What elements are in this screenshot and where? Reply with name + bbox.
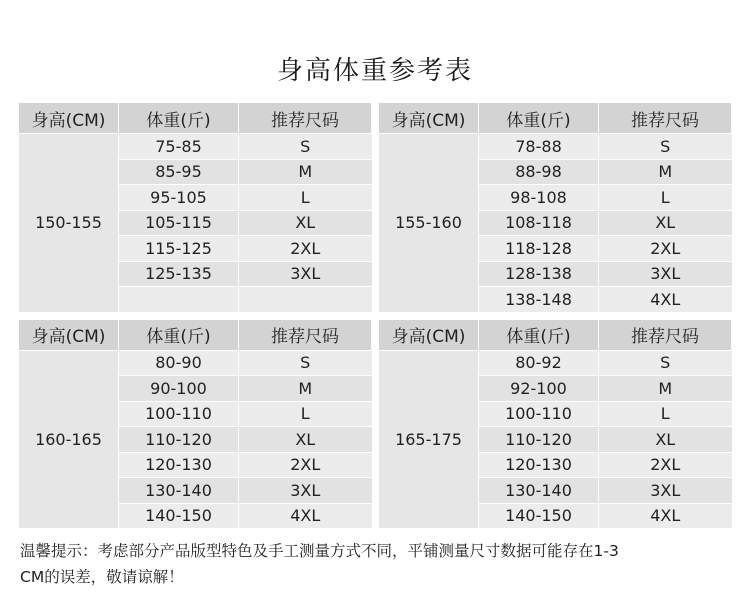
size-cell: 3XL bbox=[239, 261, 372, 287]
size-cell: 4XL bbox=[599, 287, 732, 313]
size-cell: L bbox=[599, 185, 732, 211]
size-cell: 3XL bbox=[239, 478, 372, 504]
header-size: 推荐尺码 bbox=[599, 103, 732, 134]
size-table bbox=[18, 319, 372, 530]
header-height: 身高(CM) bbox=[19, 319, 119, 350]
size-cell bbox=[239, 287, 372, 313]
warm-tip-line1: 温馨提示：考虑部分产品版型特色及手工测量方式不同，平铺测量尺寸数据可能存在1-3 bbox=[20, 542, 619, 560]
weight-cell: 120-130 bbox=[479, 452, 599, 478]
weight-cell bbox=[119, 287, 239, 313]
header-height: 身高(CM) bbox=[379, 103, 479, 134]
weight-cell: 92-100 bbox=[479, 376, 599, 402]
weight-cell: 95-105 bbox=[119, 185, 239, 211]
weight-cell: 140-150 bbox=[479, 503, 599, 529]
size-cell: 2XL bbox=[239, 236, 372, 262]
page-title: 身高体重参考表 bbox=[276, 56, 473, 86]
height-range-cell: 165-175 bbox=[379, 350, 479, 529]
size-cell: 3XL bbox=[599, 261, 732, 287]
size-table bbox=[18, 102, 372, 313]
height-range-cell: 160-165 bbox=[19, 350, 119, 529]
size-cell: XL bbox=[599, 210, 732, 236]
weight-cell: 98-108 bbox=[479, 185, 599, 211]
weight-cell: 85-95 bbox=[119, 159, 239, 185]
size-cell: 3XL bbox=[599, 478, 732, 504]
header-weight: 体重(斤) bbox=[119, 103, 239, 134]
weight-cell: 120-130 bbox=[119, 452, 239, 478]
size-cell: XL bbox=[239, 427, 372, 453]
header-row bbox=[19, 319, 372, 350]
weight-cell: 80-92 bbox=[479, 350, 599, 376]
table-row-top bbox=[18, 102, 730, 313]
weight-cell: 128-138 bbox=[479, 261, 599, 287]
height-range-cell: 155-160 bbox=[379, 134, 479, 313]
weight-cell: 110-120 bbox=[479, 427, 599, 453]
table-row bbox=[379, 134, 732, 160]
weight-cell: 110-120 bbox=[119, 427, 239, 453]
table-row bbox=[379, 350, 732, 376]
size-cell: S bbox=[239, 350, 372, 376]
size-cell: M bbox=[239, 376, 372, 402]
table-row bbox=[19, 350, 372, 376]
size-cell: M bbox=[239, 159, 372, 185]
table-row bbox=[19, 134, 372, 160]
size-cell: L bbox=[239, 185, 372, 211]
weight-cell: 140-150 bbox=[119, 503, 239, 529]
weight-cell: 100-110 bbox=[119, 401, 239, 427]
warm-tip bbox=[20, 538, 735, 590]
weight-cell: 138-148 bbox=[479, 287, 599, 313]
header-row bbox=[379, 319, 732, 350]
weight-cell: 80-90 bbox=[119, 350, 239, 376]
size-cell: L bbox=[599, 401, 732, 427]
size-cell: M bbox=[599, 159, 732, 185]
weight-cell: 78-88 bbox=[479, 134, 599, 160]
size-tables bbox=[18, 102, 730, 535]
warm-tip-line2: CM的误差，敬请谅解！ bbox=[20, 568, 184, 586]
header-weight: 体重(斤) bbox=[479, 103, 599, 134]
size-cell: 4XL bbox=[599, 503, 732, 529]
size-cell: L bbox=[239, 401, 372, 427]
header-size: 推荐尺码 bbox=[599, 319, 732, 350]
size-cell: XL bbox=[599, 427, 732, 453]
weight-cell: 118-128 bbox=[479, 236, 599, 262]
size-cell: S bbox=[599, 134, 732, 160]
weight-cell: 115-125 bbox=[119, 236, 239, 262]
size-cell: 2XL bbox=[599, 452, 732, 478]
size-table bbox=[378, 102, 732, 313]
size-cell: S bbox=[599, 350, 732, 376]
weight-cell: 100-110 bbox=[479, 401, 599, 427]
size-table bbox=[378, 319, 732, 530]
size-cell: XL bbox=[239, 210, 372, 236]
size-cell: M bbox=[599, 376, 732, 402]
table-row-bottom bbox=[18, 319, 730, 530]
weight-cell: 75-85 bbox=[119, 134, 239, 160]
header-height: 身高(CM) bbox=[379, 319, 479, 350]
weight-cell: 125-135 bbox=[119, 261, 239, 287]
header-weight: 体重(斤) bbox=[119, 319, 239, 350]
weight-cell: 108-118 bbox=[479, 210, 599, 236]
size-cell: 4XL bbox=[239, 503, 372, 529]
header-weight: 体重(斤) bbox=[479, 319, 599, 350]
size-cell: S bbox=[239, 134, 372, 160]
weight-cell: 90-100 bbox=[119, 376, 239, 402]
header-row bbox=[19, 103, 372, 134]
weight-cell: 105-115 bbox=[119, 210, 239, 236]
weight-cell: 88-98 bbox=[479, 159, 599, 185]
size-cell: 2XL bbox=[239, 452, 372, 478]
header-size: 推荐尺码 bbox=[239, 319, 372, 350]
header-height: 身高(CM) bbox=[19, 103, 119, 134]
size-cell: 2XL bbox=[599, 236, 732, 262]
weight-cell: 130-140 bbox=[479, 478, 599, 504]
header-size: 推荐尺码 bbox=[239, 103, 372, 134]
header-row bbox=[379, 103, 732, 134]
weight-cell: 130-140 bbox=[119, 478, 239, 504]
height-range-cell: 150-155 bbox=[19, 134, 119, 313]
